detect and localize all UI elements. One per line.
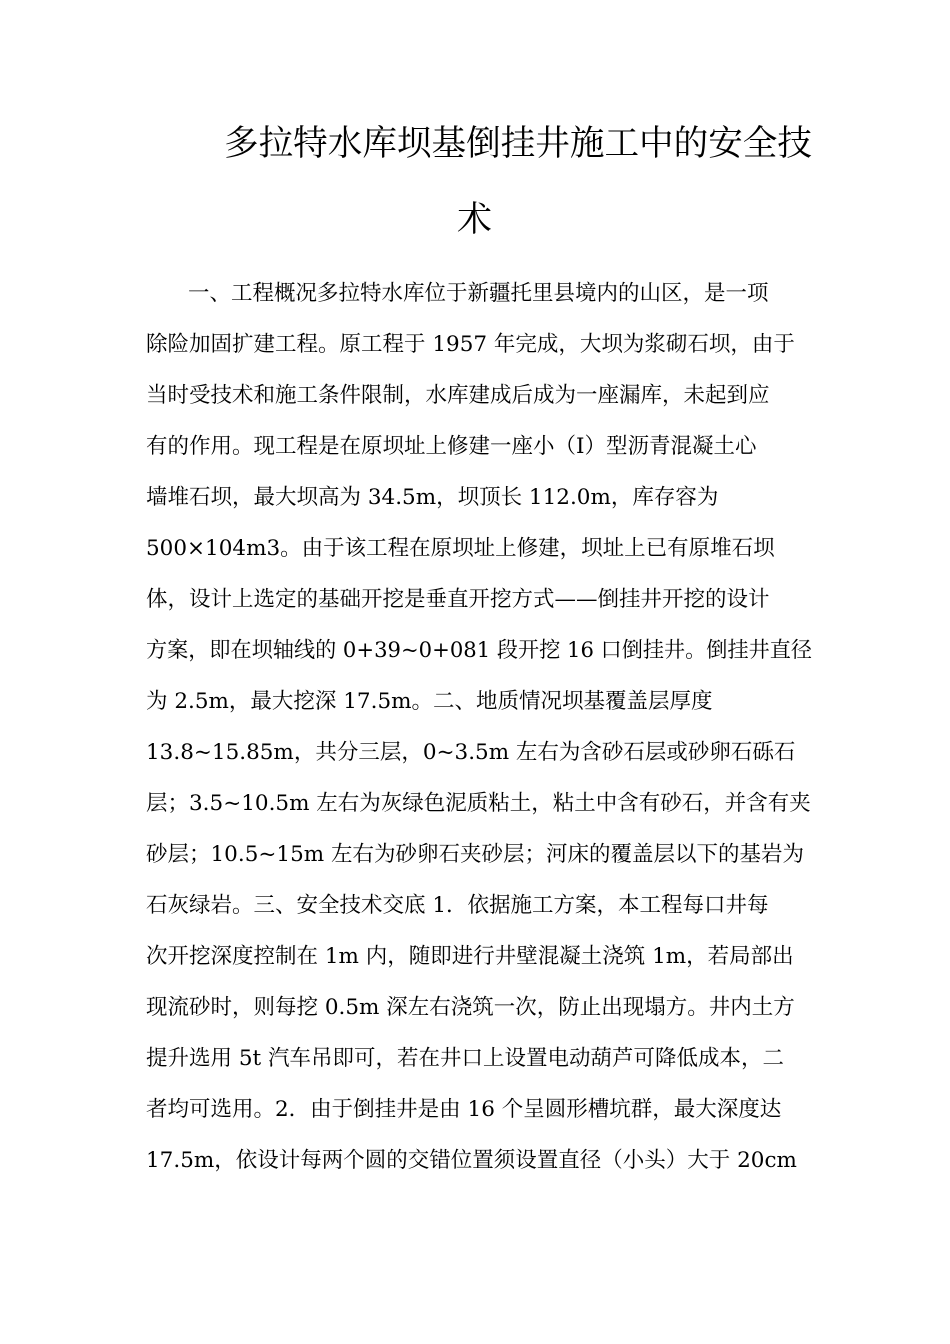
body-text-line: 当时受技术和施工条件限制，水库建成后成为一座漏库，未起到应 [146, 383, 770, 408]
body-text-line: 现流砂时，则每挖 0.5m 深左右浇筑一次，防止出现塌方。井内土方 [146, 995, 795, 1020]
body-text-line: 砂层；10.5~15m 左右为砂卵石夹砂层；河床的覆盖层以下的基岩为 [146, 842, 804, 867]
body-text-line: 层；3.5~10.5m 左右为灰绿色泥质粘土，粘土中含有砂石，并含有夹 [146, 791, 811, 816]
body-text-line: 墙堆石坝，最大坝高为 34.5m，坝顶长 112.0m，库存容为 [146, 485, 719, 510]
document-title-line-1: 多拉特水库坝基倒挂井施工中的安全技 [224, 124, 812, 164]
body-text-line: 17.5m，依设计每两个圆的交错位置须设置直径（小头）大于 20cm [146, 1148, 797, 1173]
document-title-line-2: 术 [457, 200, 493, 240]
body-text-line: 13.8~15.85m，共分三层，0~3.5m 左右为含砂石层或砂卵石砾石 [146, 740, 796, 765]
body-text-line: 者均可选用。2．由于倒挂井是由 16 个呈圆形槽坑群，最大深度达 [146, 1097, 782, 1122]
body-text-line: 提升选用 5t 汽车吊即可，若在井口上设置电动葫芦可降低成本，二 [146, 1046, 784, 1071]
body-text-line: 体，设计上选定的基础开挖是垂直开挖方式——倒挂井开挖的设计 [146, 587, 770, 612]
body-text-line: 一、工程概况多拉特水库位于新疆托里县境内的山区，是一项 [188, 281, 769, 306]
body-text-line: 有的作用。现工程是在原坝址上修建一座小（Ⅰ）型沥青混凝土心 [146, 434, 757, 459]
body-text-line: 为 2.5m，最大挖深 17.5m。二、地质情况坝基覆盖层厚度 [146, 689, 713, 714]
body-text-line: 次开挖深度控制在 1m 内，随即进行井壁混凝土浇筑 1m，若局部出 [146, 944, 794, 969]
body-text-line: 方案，即在坝轴线的 0+39~0+081 段开挖 16 口倒挂井。倒挂井直径 [146, 638, 812, 663]
body-text-line: 除险加固扩建工程。原工程于 1957 年完成，大坝为浆砌石坝，由于 [146, 332, 795, 357]
body-text-line: 500×104m3。由于该工程在原坝址上修建，坝址上已有原堆石坝 [146, 536, 775, 561]
body-text-line: 石灰绿岩。三、安全技术交底 1．依据施工方案，本工程每口井每 [146, 893, 769, 918]
